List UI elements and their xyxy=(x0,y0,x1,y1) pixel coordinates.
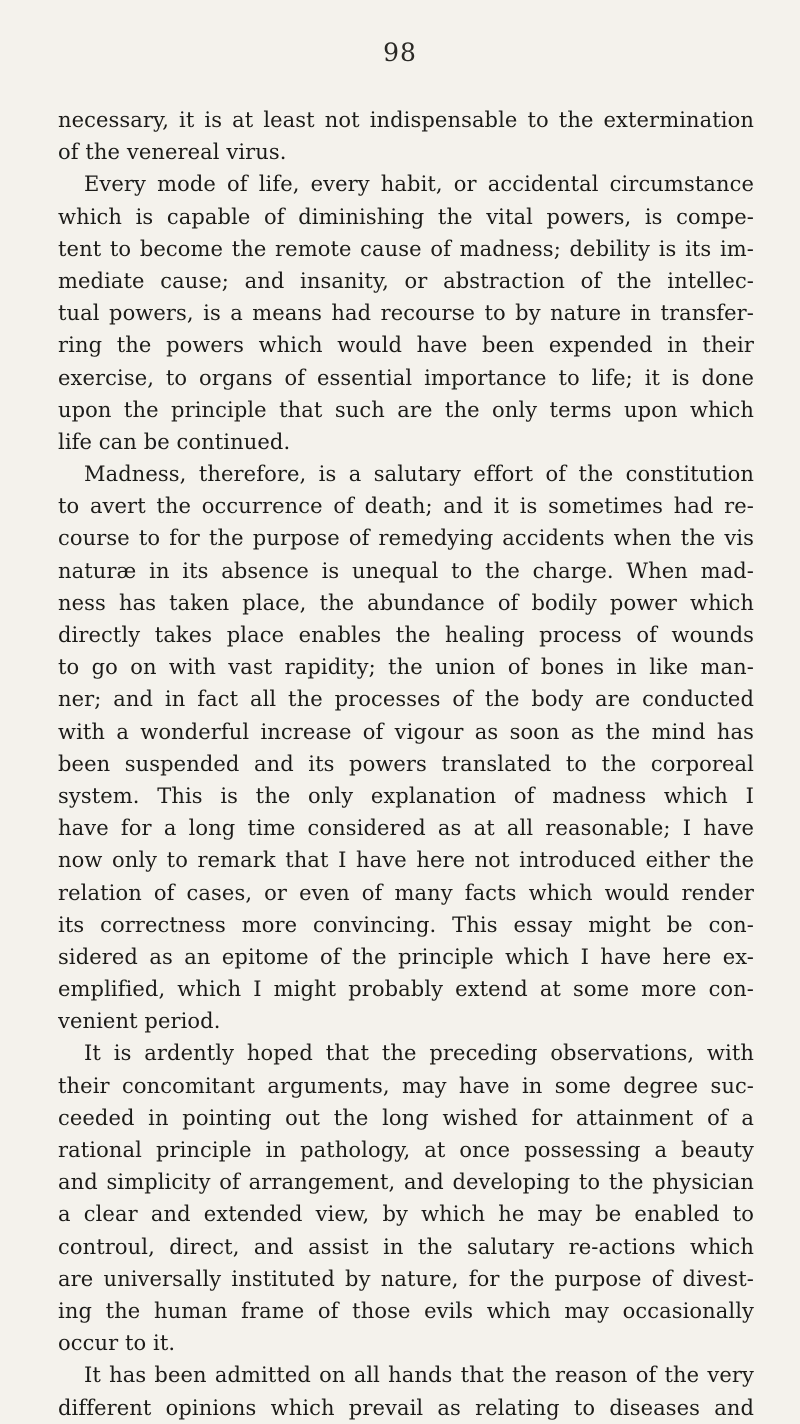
text-line: occur to it. xyxy=(58,1331,176,1356)
text-line: its correctness more convincing. This essay might be con- xyxy=(58,912,754,937)
text-line: different opinions which prevail as relating to diseases and xyxy=(58,1395,754,1420)
text-line: sidered as an epitome of the principle which I have here ex- xyxy=(58,944,754,969)
text-line: ceeded in pointing out the long wished for attainment of a xyxy=(58,1105,754,1130)
text-line: venient period. xyxy=(58,1009,221,1034)
text-line: tual powers, is a means had recourse to by nature in transfer- xyxy=(58,301,754,326)
text-line: emplified, which I might probably extend at some more con- xyxy=(58,977,754,1002)
text-line: with a wonderful increase of vigour as soon as the mind has xyxy=(58,719,754,744)
text-line: Madness, therefore, is a salutary effort of the constitution xyxy=(84,462,754,487)
text-line: necessary, it is at least not indispensable to the extermination xyxy=(58,108,754,132)
text-line: ing the human frame of those evils which may occasionally xyxy=(58,1298,754,1323)
text-line: system. This is the only explanation of madness which I xyxy=(58,783,754,808)
text-line: life can be continued. xyxy=(58,429,291,454)
text-line: Every mode of life, every habit, or accidental circumstance xyxy=(84,172,754,197)
text-line: a clear and extended view, by which he may be enabled to xyxy=(58,1202,754,1227)
text-line: ring the powers which would have been expended in their xyxy=(58,333,754,358)
text-line: upon the principle that such are the only terms upon which xyxy=(58,397,754,422)
text-line: tent to become the remote cause of madness; debility is its im- xyxy=(58,236,754,261)
paragraph xyxy=(58,1359,754,1423)
text-line: directly takes place enables the healing process of wounds xyxy=(58,623,754,647)
text-line: controul, direct, and assist in the salutary re-actions which xyxy=(58,1234,754,1259)
text-line: to go on with vast rapidity; the union of bones in like man- xyxy=(58,655,754,680)
text-line: and simplicity of arrangement, and developing to the physician xyxy=(58,1170,754,1195)
text-line: of the venereal virus. xyxy=(58,140,287,165)
text-line: It has been admitted on all hands that the reason of the very xyxy=(84,1363,754,1388)
body-text xyxy=(58,104,754,1424)
text-line: rational principle in pathology, at once possessing a beauty xyxy=(58,1138,754,1162)
text-line: naturæ in its absence is unequal to the charge. When mad- xyxy=(58,558,754,583)
text-line: have for a long time considered as at all reasonable; I have xyxy=(58,816,754,841)
text-line: their concomitant arguments, may have in some degree suc- xyxy=(58,1073,754,1098)
text-line: are universally instituted by nature, for the purpose of divest- xyxy=(58,1266,754,1291)
paragraph xyxy=(58,104,754,168)
text-line: relation of cases, or even of many facts which would render xyxy=(58,880,754,905)
text-line: mediate cause; and insanity, or abstraction of the intellec- xyxy=(58,268,754,293)
paragraph xyxy=(58,1037,754,1359)
page-number: 98 xyxy=(383,38,417,67)
text-line: course to for the purpose of remedying accidents when the vis xyxy=(58,526,754,551)
text-line: now only to remark that I have here not introduced either the xyxy=(58,848,754,873)
paragraph xyxy=(58,458,754,1037)
text-line: been suspended and its powers translated to the corporeal xyxy=(58,751,754,776)
text-line: It is ardently hoped that the preceding observations, with xyxy=(84,1041,754,1066)
text-line: ner; and in fact all the processes of the body are conducted xyxy=(58,687,754,712)
text-line: to avert the occurrence of death; and it is sometimes had re- xyxy=(58,494,754,519)
text-line: which is capable of diminishing the vital powers, is compe- xyxy=(58,204,754,229)
text-line: ness has taken place, the abundance of bodily power which xyxy=(58,590,754,615)
text-line: exercise, to organs of essential importance to life; it is done xyxy=(58,365,754,390)
paragraph xyxy=(58,168,754,458)
